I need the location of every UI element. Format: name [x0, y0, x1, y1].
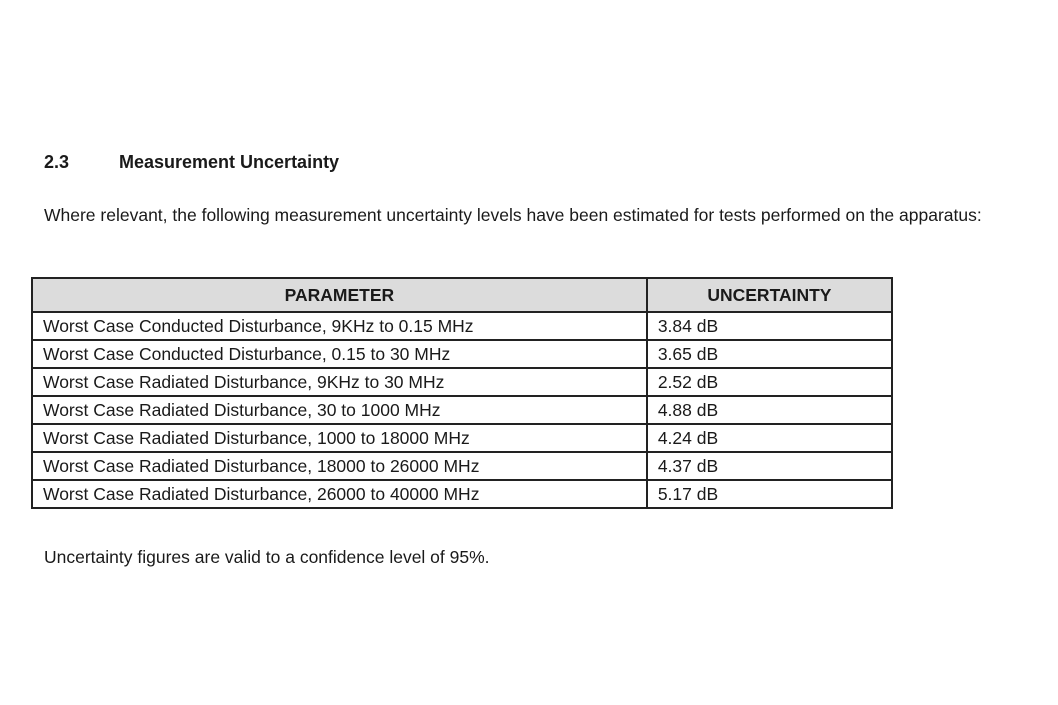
table-row [32, 340, 892, 368]
table-row [32, 480, 892, 508]
header-parameter: PARAMETER [32, 278, 647, 312]
table-row [32, 396, 892, 424]
parameter-cell: Worst Case Radiated Disturbance, 1000 to 18000 MHz [32, 424, 647, 452]
uncertainty-cell: 3.65 dB [647, 340, 892, 368]
section-heading [44, 152, 339, 173]
parameter-cell: Worst Case Conducted Disturbance, 0.15 to 30 MHz [32, 340, 647, 368]
header-uncertainty: UNCERTAINTY [647, 278, 892, 312]
uncertainty-cell: 4.88 dB [647, 396, 892, 424]
uncertainty-cell: 5.17 dB [647, 480, 892, 508]
table-header-row [32, 278, 892, 312]
parameter-cell: Worst Case Conducted Disturbance, 9KHz to 0.15 MHz [32, 312, 647, 340]
parameter-cell: Worst Case Radiated Disturbance, 26000 to 40000 MHz [32, 480, 647, 508]
uncertainty-cell: 2.52 dB [647, 368, 892, 396]
intro-paragraph: Where relevant, the following measurement uncertainty levels have been estimated for tests performed on the apparatus: [44, 205, 982, 225]
table-row [32, 368, 892, 396]
uncertainty-cell: 3.84 dB [647, 312, 892, 340]
table-row [32, 312, 892, 340]
section-title: Measurement Uncertainty [119, 152, 340, 172]
table-row [32, 424, 892, 452]
table-row [32, 452, 892, 480]
uncertainty-cell: 4.24 dB [647, 424, 892, 452]
confidence-footnote: Uncertainty figures are valid to a confidence level of 95%. [44, 547, 490, 567]
parameter-cell: Worst Case Radiated Disturbance, 18000 to 26000 MHz [32, 452, 647, 480]
uncertainty-table [31, 277, 893, 509]
uncertainty-cell: 4.37 dB [647, 452, 892, 480]
parameter-cell: Worst Case Radiated Disturbance, 30 to 1000 MHz [32, 396, 647, 424]
parameter-cell: Worst Case Radiated Disturbance, 9KHz to 30 MHz [32, 368, 647, 396]
section-number: 2.3 [44, 152, 70, 172]
